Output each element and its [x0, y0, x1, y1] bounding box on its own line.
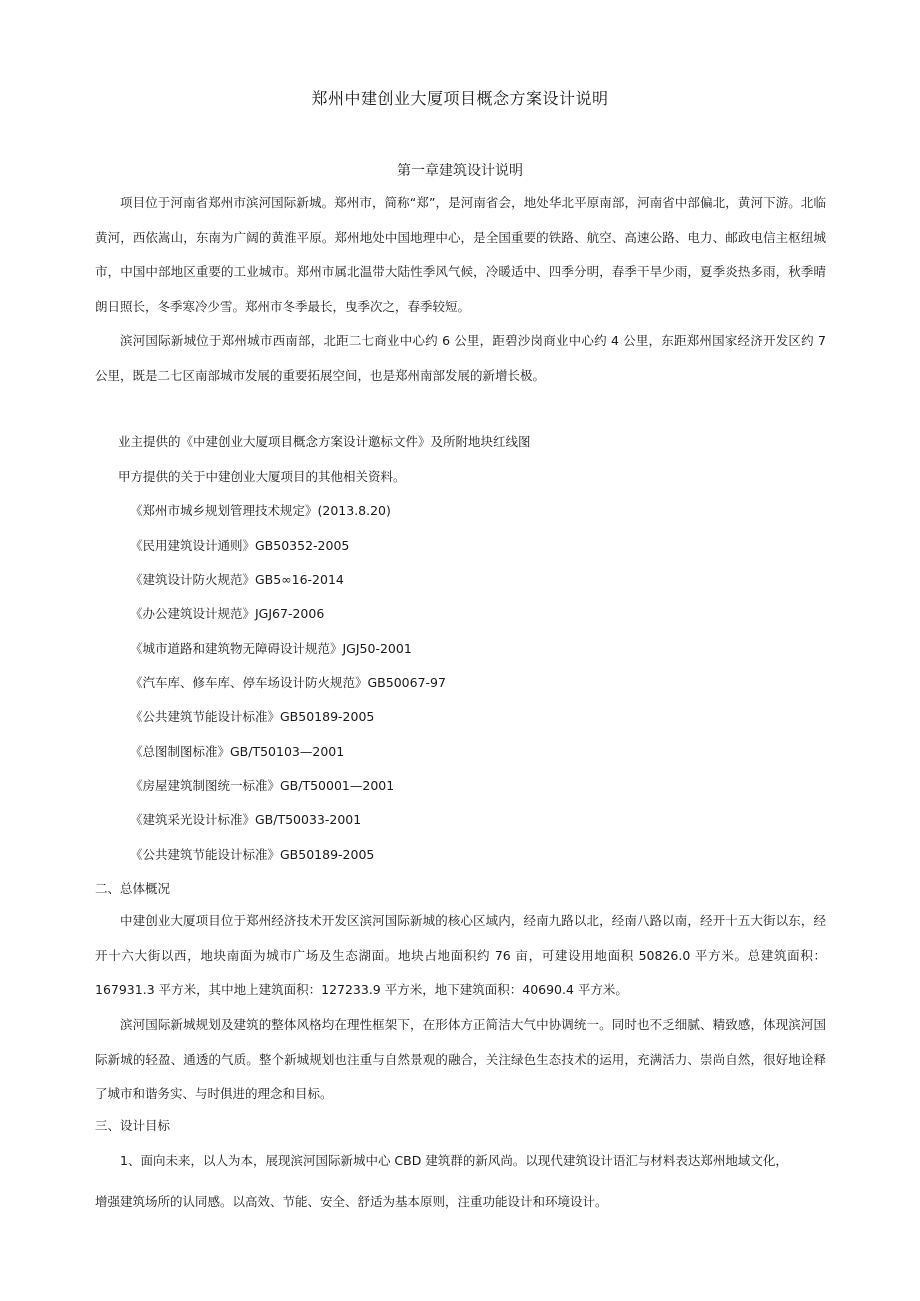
reference-item: 《汽车库、修车库、停车场设计防火规范》GB50067-97 [130, 675, 446, 690]
reference-item: 《房屋建筑制图统一标准》GB/T50001—2001 [130, 778, 395, 793]
section-heading-design-goals: 三、设计目标 [95, 1118, 171, 1133]
reference-item: 《建筑采光设计标准》GB/T50033-2001 [130, 812, 362, 827]
design-goal-item-line: 增强建筑场所的认同感。以高效、节能、安全、舒适为基本原则，注重功能设计和环境设计。 [95, 1194, 608, 1209]
design-goal-item-line: 1、面向未来，以人为本，展现滨河国际新城中心 CBD 建筑群的新风尚。以现代建筑设计语汇与材料表达郑州地域文化， [120, 1153, 788, 1168]
reference-item: 《建筑设计防火规范》GB5∞16-2014 [130, 572, 344, 587]
chapter-heading: 第一章建筑设计说明 [397, 163, 523, 179]
overview-paragraph-site: 中建创业大厦项目位于郑州经济技术开发区滨河国际新城的核心区域内，经南九路以北，经南八路以南，经开十五大街以东，经开十六大街以西，地块南面为城市广场及生态湖面。地块占地面积约 76 亩，可建设用地面积 50826.0 平方米。总建筑面积：167931.3 平方米，其中地上建筑面积：127233.9 平方米，地下建筑面积：40690.4 平方米。 [95, 913, 826, 997]
reference-item: 《公共建筑节能设计标准》GB50189-2005 [130, 709, 375, 724]
chapter-paragraph-location: 项目位于河南省郑州市滨河国际新城。郑州市，简称“郑”，是河南省会，地处华北平原南部，河南省中部偏北，黄河下游。北临黄河，西依嵩山，东南为广阔的黄淮平原。郑州地处中国地理中心，是全国重要的铁路、航空、高速公路、电力、邮政电信主枢纽城市，中国中部地区重要的工业城市。郑州市属北温带大陆性季风气候，冷暖适中、四季分明，春季干旱少雨，夏季炎热多雨，秋季晴朗日照长，冬季寒冷少雪。郑州市冬季最长，曳季次之，春季较短。 [95, 195, 826, 314]
reference-item: 《城市道路和建筑物无障碍设计规范》JGJ50-2001 [130, 641, 412, 656]
basis-line-tender-document: 业主提供的《中建创业大厦项目概念方案设计邀标文件》及所附地块红线图 [118, 434, 531, 449]
document-title: 郑州中建创业大厦项目概念方案设计说明 [311, 89, 609, 108]
reference-item: 《总图制图标准》GB/T50103—2001 [130, 744, 345, 759]
reference-item: 《办公建筑设计规范》JGJ67-2006 [130, 606, 325, 621]
basis-line-client-materials: 甲方提供的关于中建创业大厦项目的其他相关资料。 [118, 469, 406, 484]
section-heading-overview: 二、总体概况 [95, 881, 171, 896]
reference-item: 《公共建筑节能设计标准》GB50189-2005 [130, 847, 375, 862]
overview-paragraph-style: 滨河国际新城规划及建筑的整体风格均在理性框架下，在形体方正简洁大气中协调统一。同时也不乏细腻、精致感，体现滨河国际新城的轻盈、通透的气质。整个新城规划也注重与自然景观的融合，关注绿色生态技术的运用，充满活力、崇尚自然，很好地诠释了城市和谐务实、与时俱进的理念和目标。 [95, 1017, 826, 1101]
reference-item: 《郑州市城乡规划管理技术规定》(2013.8.20) [130, 503, 391, 518]
reference-item: 《民用建筑设计通则》GB50352-2005 [130, 538, 350, 553]
chapter-paragraph-new-city: 滨河国际新城位于郑州城市西南部，北距二七商业中心约 6 公里，距碧沙岗商业中心约 4 公里，东距郑州国家经济开发区约 7 公里，既是二七区南部城市发展的重要拓展空间，也是郑州南部发展的新增长极。 [95, 333, 826, 383]
